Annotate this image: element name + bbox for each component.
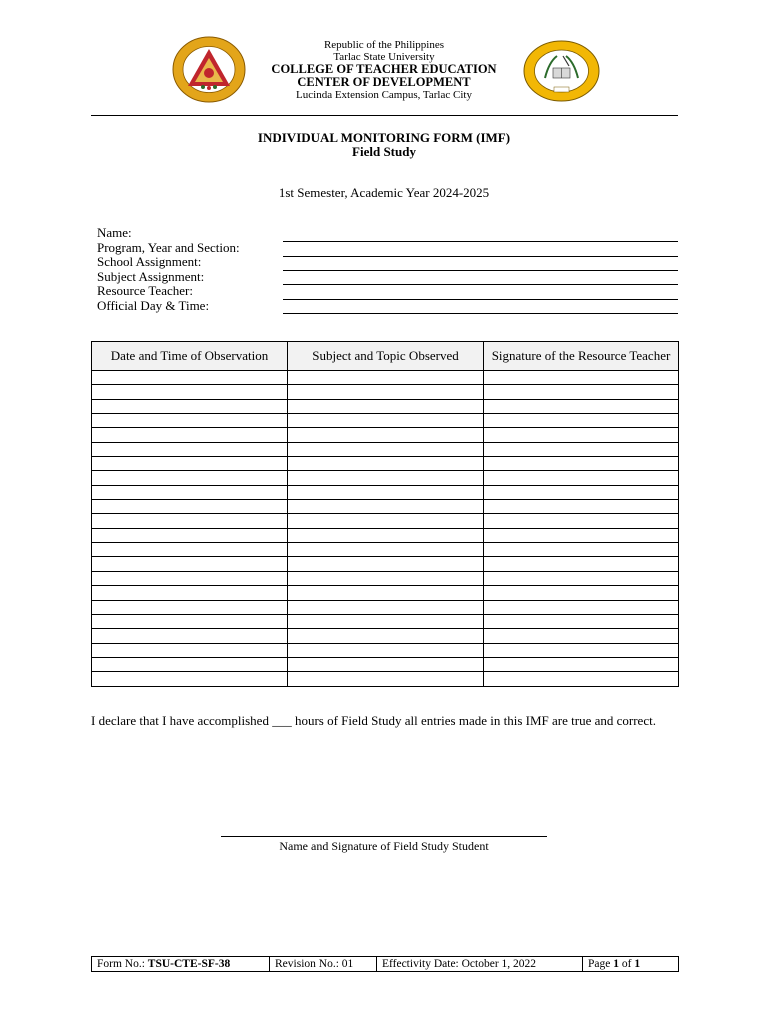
cell-signature[interactable] bbox=[484, 471, 679, 485]
university-line: Tarlac State University bbox=[333, 51, 435, 63]
cell-subject-topic[interactable] bbox=[288, 514, 484, 528]
cell-subject-topic[interactable] bbox=[288, 643, 484, 657]
cell-signature[interactable] bbox=[484, 586, 679, 600]
table-row bbox=[92, 485, 679, 499]
cell-subject-topic[interactable] bbox=[288, 629, 484, 643]
cell-subject-topic[interactable] bbox=[288, 528, 484, 542]
cell-signature[interactable] bbox=[484, 371, 679, 385]
cell-date-time[interactable] bbox=[92, 399, 288, 413]
cell-subject-topic[interactable] bbox=[288, 557, 484, 571]
observation-table bbox=[91, 341, 679, 687]
form-title-line1: INDIVIDUAL MONITORING FORM (IMF) bbox=[257, 130, 511, 145]
table-row bbox=[92, 500, 679, 514]
cell-date-time[interactable] bbox=[92, 514, 288, 528]
cell-signature[interactable] bbox=[484, 643, 679, 657]
cell-signature[interactable] bbox=[484, 514, 679, 528]
signature-line[interactable] bbox=[221, 836, 547, 837]
cell-date-time[interactable] bbox=[92, 414, 288, 428]
cell-signature[interactable] bbox=[484, 414, 679, 428]
table-row bbox=[92, 614, 679, 628]
header-date-time: Date and Time of Observation bbox=[92, 342, 288, 371]
table-row bbox=[92, 528, 679, 542]
table-row bbox=[92, 442, 679, 456]
cell-subject-topic[interactable] bbox=[288, 385, 484, 399]
name-line[interactable] bbox=[283, 241, 678, 242]
cell-date-time[interactable] bbox=[92, 500, 288, 514]
footer-effectivity: Effectivity Date: October 1, 2022 bbox=[377, 957, 583, 972]
cell-subject-topic[interactable] bbox=[288, 571, 484, 585]
table-row bbox=[92, 600, 679, 614]
table-header-row bbox=[92, 342, 679, 371]
cell-signature[interactable] bbox=[484, 485, 679, 499]
table-row bbox=[92, 414, 679, 428]
form-footer bbox=[91, 956, 679, 972]
cell-date-time[interactable] bbox=[92, 643, 288, 657]
table-row bbox=[92, 657, 679, 671]
semester-line: 1st Semester, Academic Year 2024-2025 bbox=[278, 185, 490, 200]
cell-date-time[interactable] bbox=[92, 557, 288, 571]
cell-date-time[interactable] bbox=[92, 528, 288, 542]
table-row bbox=[92, 643, 679, 657]
table-row bbox=[92, 385, 679, 399]
cell-signature[interactable] bbox=[484, 629, 679, 643]
declaration-text: I declare that I have accomplished ___ hours of Field Study all entries made in this IMF are true and correct. bbox=[91, 713, 656, 728]
table-row bbox=[92, 471, 679, 485]
cell-date-time[interactable] bbox=[92, 600, 288, 614]
cell-subject-topic[interactable] bbox=[288, 614, 484, 628]
cell-subject-topic[interactable] bbox=[288, 399, 484, 413]
field-label-resource-teacher: Resource Teacher: bbox=[97, 283, 193, 299]
republic-line: Republic of the Philippines bbox=[323, 39, 445, 51]
cell-date-time[interactable] bbox=[92, 672, 288, 686]
table-row bbox=[92, 557, 679, 571]
table-row bbox=[92, 514, 679, 528]
student-info-fields bbox=[97, 226, 240, 314]
cell-signature[interactable] bbox=[484, 614, 679, 628]
cell-signature[interactable] bbox=[484, 600, 679, 614]
cell-subject-topic[interactable] bbox=[288, 543, 484, 557]
field-label-school: School Assignment: bbox=[97, 254, 202, 270]
header-rule bbox=[91, 115, 678, 116]
cell-subject-topic[interactable] bbox=[288, 371, 484, 385]
cell-subject-topic[interactable] bbox=[288, 442, 484, 456]
field-label-name: Name: bbox=[97, 225, 132, 240]
cell-date-time[interactable] bbox=[92, 442, 288, 456]
cell-date-time[interactable] bbox=[92, 471, 288, 485]
center-line: CENTER OF DEVELOPMENT bbox=[297, 75, 471, 89]
resource-teacher-line[interactable] bbox=[283, 299, 678, 300]
page-total: 1 bbox=[634, 958, 641, 970]
page-label: Page bbox=[588, 958, 614, 970]
cell-date-time[interactable] bbox=[92, 457, 288, 471]
form-title-line2: Field Study bbox=[352, 144, 416, 159]
school-line[interactable] bbox=[283, 270, 678, 271]
form-title bbox=[0, 131, 768, 159]
campus-line: Lucinda Extension Campus, Tarlac City bbox=[296, 89, 472, 101]
table-row bbox=[92, 543, 679, 557]
official-time-line[interactable] bbox=[283, 313, 678, 314]
cell-subject-topic[interactable] bbox=[288, 457, 484, 471]
cell-subject-topic[interactable] bbox=[288, 672, 484, 686]
cell-signature[interactable] bbox=[484, 571, 679, 585]
cell-date-time[interactable] bbox=[92, 629, 288, 643]
subject-line[interactable] bbox=[283, 284, 678, 285]
cell-subject-topic[interactable] bbox=[288, 586, 484, 600]
cell-date-time[interactable] bbox=[92, 543, 288, 557]
footer-revision: Revision No.: 01 bbox=[270, 957, 377, 972]
cell-date-time[interactable] bbox=[92, 485, 288, 499]
cell-subject-topic[interactable] bbox=[288, 500, 484, 514]
table-row bbox=[92, 428, 679, 442]
cell-subject-topic[interactable] bbox=[288, 657, 484, 671]
page-number: 1 bbox=[613, 958, 619, 970]
signature-label: Name and Signature of Field Study Student bbox=[279, 839, 489, 853]
footer-row bbox=[92, 957, 679, 972]
cell-subject-topic[interactable] bbox=[288, 471, 484, 485]
cell-signature[interactable] bbox=[484, 428, 679, 442]
field-label-subject: Subject Assignment: bbox=[97, 268, 205, 284]
cell-date-time[interactable] bbox=[92, 371, 288, 385]
cell-date-time[interactable] bbox=[92, 586, 288, 600]
cell-date-time[interactable] bbox=[92, 657, 288, 671]
cell-signature[interactable] bbox=[484, 672, 679, 686]
cell-subject-topic[interactable] bbox=[288, 414, 484, 428]
cell-date-time[interactable] bbox=[92, 385, 288, 399]
table-row bbox=[92, 571, 679, 585]
table-row bbox=[92, 457, 679, 471]
cell-signature[interactable] bbox=[484, 657, 679, 671]
cell-subject-topic[interactable] bbox=[288, 428, 484, 442]
footer-page bbox=[583, 957, 679, 972]
cell-signature[interactable] bbox=[484, 442, 679, 456]
college-line: COLLEGE OF TEACHER EDUCATION bbox=[271, 62, 497, 76]
cell-signature[interactable] bbox=[484, 543, 679, 557]
cell-subject-topic[interactable] bbox=[288, 485, 484, 499]
field-label-program: Program, Year and Section: bbox=[97, 239, 240, 255]
form-no-label: Form No.: bbox=[97, 958, 148, 970]
field-label-official-time: Official Day & Time: bbox=[97, 297, 210, 313]
cell-signature[interactable] bbox=[484, 385, 679, 399]
table-row bbox=[92, 399, 679, 413]
table-row bbox=[92, 586, 679, 600]
page-of: of bbox=[618, 958, 635, 970]
table-row bbox=[92, 371, 679, 385]
cell-signature[interactable] bbox=[484, 500, 679, 514]
form-no-value: TSU-CTE-SF-38 bbox=[147, 958, 231, 970]
header-signature: Signature of the Resource Teacher bbox=[484, 342, 679, 371]
letterhead bbox=[0, 39, 768, 101]
footer-form-no bbox=[92, 957, 270, 972]
table-row bbox=[92, 672, 679, 686]
table-row bbox=[92, 629, 679, 643]
cell-signature[interactable] bbox=[484, 557, 679, 571]
program-line[interactable] bbox=[283, 256, 678, 257]
cell-date-time[interactable] bbox=[92, 571, 288, 585]
observation-rows bbox=[92, 371, 679, 687]
cell-signature[interactable] bbox=[484, 528, 679, 542]
cell-date-time[interactable] bbox=[92, 428, 288, 442]
header-subject-topic: Subject and Topic Observed bbox=[288, 342, 484, 371]
cell-date-time[interactable] bbox=[92, 614, 288, 628]
cell-subject-topic[interactable] bbox=[288, 600, 484, 614]
cell-signature[interactable] bbox=[484, 399, 679, 413]
cell-signature[interactable] bbox=[484, 457, 679, 471]
